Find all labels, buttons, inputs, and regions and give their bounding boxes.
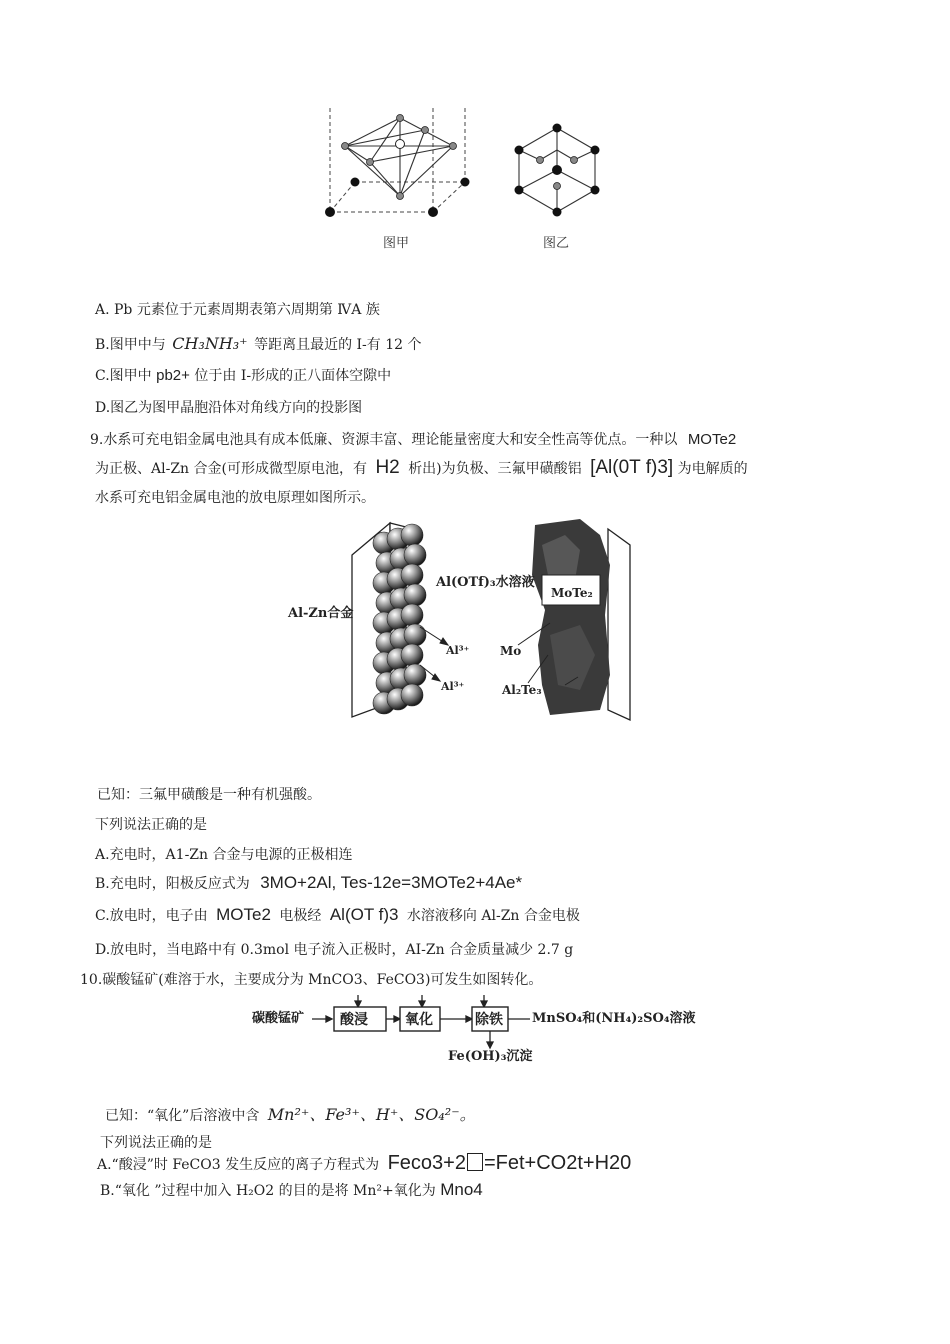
- alloy-sphere: [401, 524, 423, 546]
- q8-option-d: D.图乙为图甲晶胞沿体对角线方向的投影图: [95, 400, 363, 416]
- alloy-sphere: [401, 684, 423, 706]
- q9-option-c-mote2: MOTe2: [216, 905, 271, 924]
- q10-ask: 下列说法正确的是: [100, 1135, 212, 1151]
- q8-option-c-ion: pb2+: [156, 367, 190, 384]
- q10-option-a-box: [467, 1153, 483, 1171]
- q8-option-b-prefix: B.图甲中与: [95, 337, 166, 353]
- q9-stem-line2: [95, 458, 748, 479]
- battery-label-solution: Al(OTf)₃水溶液: [436, 575, 535, 590]
- alloy-sphere: [401, 644, 423, 666]
- flow-step-oxidize: 氧化: [405, 1012, 433, 1028]
- q10-option-b-product: Mno4: [440, 1180, 483, 1199]
- battery-label-al2te3: Al₂Te₃: [502, 683, 542, 697]
- q9-option-c-electrolyte: Al(OT f)3: [329, 905, 399, 924]
- q10-known-ions: Mn²⁺、Fe³⁺、H⁺、SO₄²⁻。: [267, 1105, 476, 1124]
- q8-option-c-prefix: C.图甲中: [95, 368, 152, 384]
- flow-step-remove-iron: 除铁: [475, 1012, 503, 1028]
- q10-option-a-prefix: A.“酸浸”时 FeCO3 发生反应的离子方程式为: [97, 1157, 380, 1173]
- q8-option-b-suffix: 等距离且最近的 I-有 12 个: [254, 337, 422, 353]
- battery-label-mote2: MoTe₂: [551, 586, 593, 600]
- q9-option-b-prefix: B.充电时，阳极反应式为: [95, 876, 250, 892]
- battery-label-al3-lower: Al³⁺: [441, 680, 465, 693]
- q9-option-d: D.放电时，当电路中有 0.3mol 电子流入正极时，AI-Zn 合金质量减少 2.7 g: [95, 942, 574, 958]
- q9-ask: 下列说法正确的是: [95, 817, 207, 833]
- q9-stem-line1: [90, 430, 736, 450]
- q10-option-b: [100, 1180, 483, 1201]
- q9-stem-line1-text: 9.水系可充电铝金属电池具有成本低廉、资源丰富、理论能量密度大和安全性高等优点。一种以: [90, 432, 678, 448]
- q10-option-a-eq-part1: Feco3+2: [387, 1152, 466, 1174]
- q9-stem-line3: 水系可充电铝金属电池的放电原理如图所示。: [95, 490, 375, 506]
- alloy-sphere: [401, 564, 423, 586]
- q9-option-a: A.充电时，A1-Zn 合金与电源的正极相连: [95, 847, 353, 863]
- q9-option-b-equation: 3MO+2Al, Tes-12e=3MOTe2+4Ae*: [260, 873, 523, 892]
- flow-product: MnSO₄和(NH₄)₂SO₄溶液: [532, 1011, 696, 1026]
- q9-option-c-suffix: 水溶液移向 Al-Zn 合金电极: [406, 908, 580, 924]
- q9-stem-electrolyte: [Al(0T f)3]: [590, 457, 674, 478]
- q9-known: 已知：三氟甲磺酸是一种有机强酸。: [97, 787, 321, 803]
- q10-option-b-prefix: B.“氧化 ”过程中加入 H₂O2 的目的是将 Mn²+氧化为: [100, 1183, 436, 1199]
- q9-stem-line2-prefix: 为正极、Al-Zn 合金(可形成微型原电池，有: [95, 461, 367, 477]
- q10-known: [105, 1105, 476, 1126]
- flow-start-ore: 碳酸锰矿: [252, 1011, 305, 1026]
- battery-label-mo: Mo: [500, 644, 522, 658]
- alloy-spheres: [373, 524, 426, 714]
- crystal-cell-figure-jia: [315, 100, 485, 225]
- flow-step-acid-leach: 酸浸: [340, 1012, 368, 1028]
- projection-figure-yi: [510, 120, 605, 220]
- q9-stem-mote2: MOTe2: [687, 431, 737, 448]
- q9-stem-h2: H2: [375, 457, 400, 478]
- q8-option-c: [95, 366, 391, 386]
- q10-option-a: [97, 1153, 631, 1175]
- q8-option-b: [95, 334, 422, 355]
- q8-option-a: A. Pb 元素位于元素周期表第六周期第 ⅣA 族: [95, 302, 380, 318]
- q9-option-c-mid: 电极经: [279, 908, 322, 924]
- flow-byproduct: Fe(OH)₃沉淀: [448, 1049, 533, 1064]
- q10-stem: 10.碳酸锰矿(难溶于水，主要成分为 MnCO3、FeCO3)可发生如图转化。: [80, 972, 543, 988]
- q10-option-a-eq-part2: =Fet+CO2t+H20: [483, 1152, 632, 1174]
- q9-stem-line2-suffix: 为电解质的: [677, 461, 748, 477]
- alloy-sphere: [404, 624, 426, 646]
- alloy-sphere: [404, 584, 426, 606]
- q8-option-b-formula: CH₃NH₃⁺: [172, 334, 248, 353]
- q9-option-c: [95, 905, 580, 926]
- figure-jia-caption: 图甲: [383, 236, 410, 251]
- q9-option-b: [95, 873, 522, 894]
- battery-label-alzn: Al-Zn合金: [288, 606, 354, 621]
- alloy-sphere: [404, 544, 426, 566]
- q9-option-c-prefix: C.放电时，电子由: [95, 908, 208, 924]
- q9-stem-line2-mid: 析出)为负极、三氟甲磺酸铝: [408, 461, 582, 477]
- q8-option-c-suffix: 位于由 I-形成的正八面体空隙中: [194, 368, 392, 384]
- alloy-sphere: [401, 604, 423, 626]
- q10-known-prefix: 已知：“氧化”后溶液中含: [105, 1108, 260, 1124]
- figure-yi-caption: 图乙: [543, 236, 570, 251]
- battery-label-al3-upper: Al³⁺: [446, 644, 470, 657]
